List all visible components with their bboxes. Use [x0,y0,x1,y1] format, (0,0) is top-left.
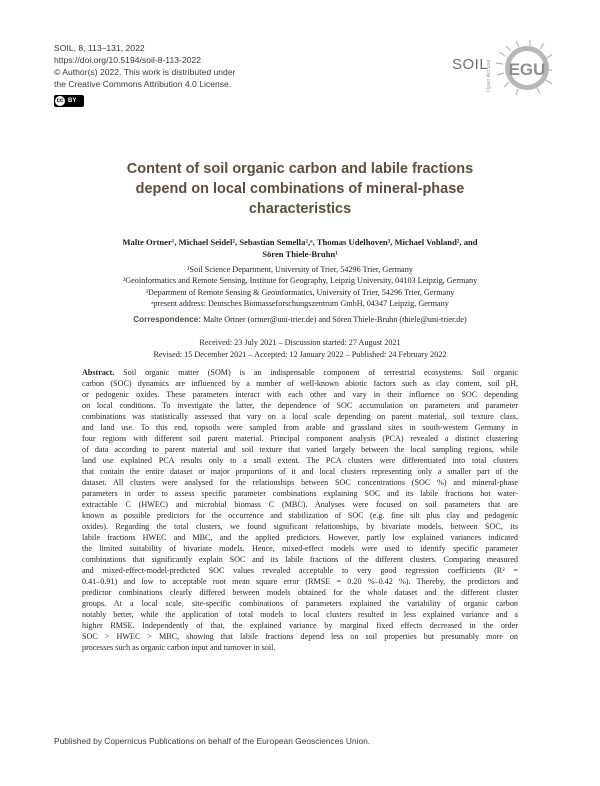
abstract-line: SOC > HWEC > MBC, showing that labile fractions depend less on soil properties but presumably more on [82,632,518,642]
abstract-line: Abstract. Soil organic matter (SOM) is an indispensable component of terrestrial ecosystems. Soil organic [82,368,518,377]
citation: SOIL, 8, 113–131, 2022 [54,43,145,53]
abstract-line: oxides). Regarding the total clusters, we found significant relationships, by bivariate models, between SOC, its [82,522,518,532]
author-list [60,236,540,260]
publisher-footer: Published by Copernicus Publications on behalf of the European Geosciences Union. [54,736,371,746]
authors-line-1: Malte Ortner¹, Michael Seidel², Sebastian Semella²,ᵃ, Thomas Udelhoven³, Michael Vohland², and [122,237,478,247]
abstract-line: and land use. To this end, topsoils were sampled from arable and grassland sites in south-western Germany in [82,423,518,433]
article-title [80,159,520,219]
abstract-line: combinations that significantly explain SOC and its labile fractions of the different clusters. Comparing measured [82,555,518,565]
affiliations [60,264,540,310]
abstract [82,367,518,653]
dates-line-2: Revised: 15 December 2021 – Accepted: 12 January 2022 – Published: 24 February 2022 [153,349,447,359]
abstract-line: predictor combinations clearly differed between models obtained for the whole dataset and the different cluster [82,588,518,598]
abstract-line: carbon (SOC) dynamics are influenced by a number of well-known abiotic factors such as clay content, soil pH, [82,379,518,389]
cc-icon: cc [56,98,64,104]
affiliation: ¹Soil Science Department, University of Trier, 54296 Trier, Germany [187,265,413,274]
abstract-line: known as possible predictors for the occurrence and stabilization of SOC (e.g. fine silt plus clay and pedogenic [82,511,518,521]
abstract-line: and mixed-effect-model-predicted SOC values revealed acceptable to very good regression coefficients (R² = [82,566,518,576]
affiliation: ᵃpresent address: Deutsches Biomasseforschungszentrum GmbH, 04347 Leipzig, Germany [151,299,449,309]
by-label: BY [68,98,77,104]
title-line: Content of soil organic carbon and labile fractions [126,161,474,177]
abstract-line: of data according to parent material and soil texture that varied largely between the local sampling regions, while [82,445,518,455]
abstract-label: Abstract. [82,368,115,377]
article-header [54,42,235,90]
abstract-line: combinations was statistically assessed that vary on a local scale depending on parent material, soil texture class, [82,412,518,422]
abstract-line: land use explained PCA results only to a small extent. The PCA clusters were differentiated into total clusters [82,456,518,466]
correspondence [60,315,540,324]
title-line: depend on local combinations of mineral-phase [135,181,465,197]
doi-link[interactable]: https://doi.org/10.5194/soil-8-113-2022 [54,55,201,65]
abstract-line: 0.41–0.91) and low to acceptable root mean square error (RMSE = 0.20 %–0.42 %). Thereby, the predictors and [82,577,518,587]
abstract-line: labile fractions HWEC and MBC, and the applied predictors. However, partly low explained variances indicated [82,533,518,543]
journal-logo-text: SOIL [452,56,489,73]
abstract-line: processes such as organic carbon input and turnover in soil. [82,643,276,653]
dates-line-1: Received: 23 July 2021 – Discussion started: 27 August 2021 [199,338,401,347]
cc-by-license-icon[interactable] [54,95,84,107]
abstract-line: groups. At a local scale, site-specific combinations of parameters explained the variability of organic carbon [82,599,518,609]
abstract-line: dataset. All clusters were analysed for the relationships between SOC concentrations (SOC %) and mineral-phase [82,478,518,488]
correspondence-text[interactable]: Malte Ortner (ortner@uni-trier.de) and Sören Thiele-Bruhn (thiele@uni-trier.de) [203,315,467,324]
abstract-line: notably better, while the application of total models to local clusters resulted in less explained variance and a [82,610,518,620]
abstract-line: on local conditions. To investigate the latter, the dependence of SOC accumulation on parameters and parameter [82,401,518,411]
egu-mark: EGU [508,60,546,79]
abstract-line: the limited suitability of bivariate models. Hence, mixed-effect models were used to identify specific parameter [82,544,518,554]
abstract-line: or pedogenic oxides. These parameters interact with each other and vary in their influence on SOC depending [82,390,518,400]
title-line: characteristics [248,201,352,217]
abstract-line: higher RMSE. Independently of that, the explained variance by marginal fixed effects decreased in the order [82,621,518,631]
abstract-line: that contain the entire dataset or major proportions of it and local clusters representing only a smaller part of the [82,467,518,477]
affiliation: ³Department of Remote Sensing & Geoinformatics, University of Trier, 54296 Trier, Germany [145,287,455,297]
open-access-label: Open Access [486,59,492,92]
correspondence-label: Correspondence: [133,315,202,324]
affiliation: ²Geoinformatics and Remote Sensing, Institute for Geography, Leipzig University, 04103 Leipzig, Germany [122,276,478,286]
authors-line-2: Sören Thiele-Bruhn¹ [262,249,338,259]
publication-dates [60,337,540,360]
abstract-line: four regions with different soil parent material. Principal component analysis (PCA) revealed a distinct clustering [82,434,518,444]
copyright-line-2: the Creative Commons Attribution 4.0 License. [54,79,232,89]
abstract-line: parameters in order to assess specific parameter combinations explaining SOC and its labile fractions hot water- [82,489,518,499]
abstract-line: extractable C (HWEC) and microbial biomass C (MBC). Analyses were focused on soil parameters that are [82,500,518,510]
copyright-line-1: © Author(s) 2022. This work is distributed under [54,67,236,77]
